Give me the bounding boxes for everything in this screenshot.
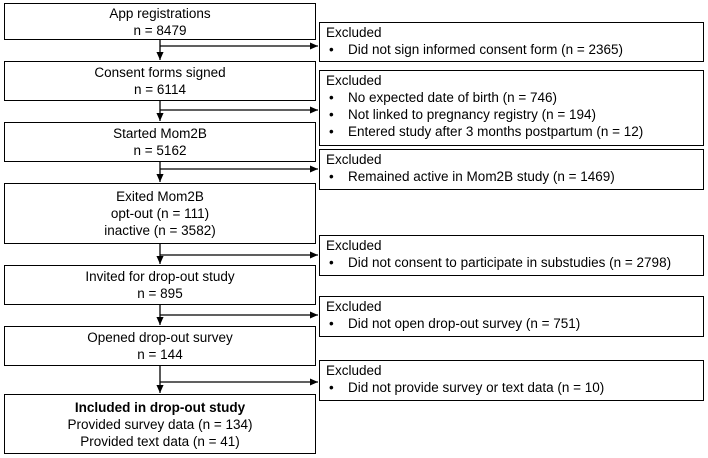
box-line: Consent forms signed bbox=[94, 65, 226, 80]
box-line: n = 144 bbox=[137, 347, 183, 362]
box-line: inactive (n = 3582) bbox=[104, 223, 216, 238]
box-line: Provided text data (n = 41) bbox=[80, 433, 240, 449]
excluded-header: Excluded bbox=[326, 73, 382, 88]
excluded-item: • Did not consent to participate in substudies (n = 2798) bbox=[326, 254, 703, 271]
box-line: n = 5162 bbox=[133, 143, 187, 158]
box-exited-mom2b bbox=[4, 183, 316, 244]
excluded-header: Excluded bbox=[326, 238, 382, 253]
box-line: n = 895 bbox=[137, 286, 183, 301]
excluded-box-6 bbox=[319, 360, 704, 401]
excluded-box-4 bbox=[319, 235, 704, 276]
box-included-dropout-study bbox=[4, 394, 316, 454]
box-line: Invited for drop-out study bbox=[85, 269, 235, 284]
excluded-item: • Did not sign informed consent form (n = 2365) bbox=[326, 41, 703, 58]
excluded-item: • Entered study after 3 months postpartum (n = 12) bbox=[326, 123, 703, 140]
excluded-box-3 bbox=[319, 149, 704, 190]
excluded-header: Excluded bbox=[326, 152, 382, 167]
box-consent-forms-signed bbox=[4, 61, 316, 101]
excluded-box-2 bbox=[319, 70, 704, 146]
box-line: n = 6114 bbox=[134, 82, 186, 97]
box-line: Started Mom2B bbox=[113, 126, 207, 141]
excluded-item: • Did not provide survey or text data (n = 10) bbox=[326, 379, 703, 396]
excluded-item: • Remained active in Mom2B study (n = 1469) bbox=[326, 168, 703, 185]
excluded-box-1 bbox=[319, 22, 704, 62]
box-line: opt-out (n = 111) bbox=[110, 206, 210, 221]
excluded-item: • Not linked to pregnancy registry (n = 194) bbox=[326, 106, 703, 123]
box-line: Opened drop-out survey bbox=[87, 330, 233, 345]
box-line: Included in drop-out study bbox=[74, 399, 246, 415]
excluded-item: • Did not open drop-out survey (n = 751) bbox=[326, 315, 703, 332]
box-invited-dropout-study bbox=[4, 265, 316, 305]
box-opened-dropout-survey bbox=[4, 326, 316, 366]
excluded-header: Excluded bbox=[326, 25, 382, 40]
excluded-item: • No expected date of birth (n = 746) bbox=[326, 89, 703, 106]
excluded-header: Excluded bbox=[326, 363, 382, 378]
excluded-box-5 bbox=[319, 296, 704, 337]
excluded-header: Excluded bbox=[326, 299, 382, 314]
box-line: App registrations bbox=[109, 5, 211, 21]
box-line: Provided survey data (n = 134) bbox=[67, 416, 253, 432]
box-line: n = 8479 bbox=[133, 22, 187, 38]
box-app-registrations bbox=[4, 3, 316, 40]
box-started-mom2b bbox=[4, 122, 316, 162]
box-line: Exited Mom2B bbox=[116, 189, 204, 204]
